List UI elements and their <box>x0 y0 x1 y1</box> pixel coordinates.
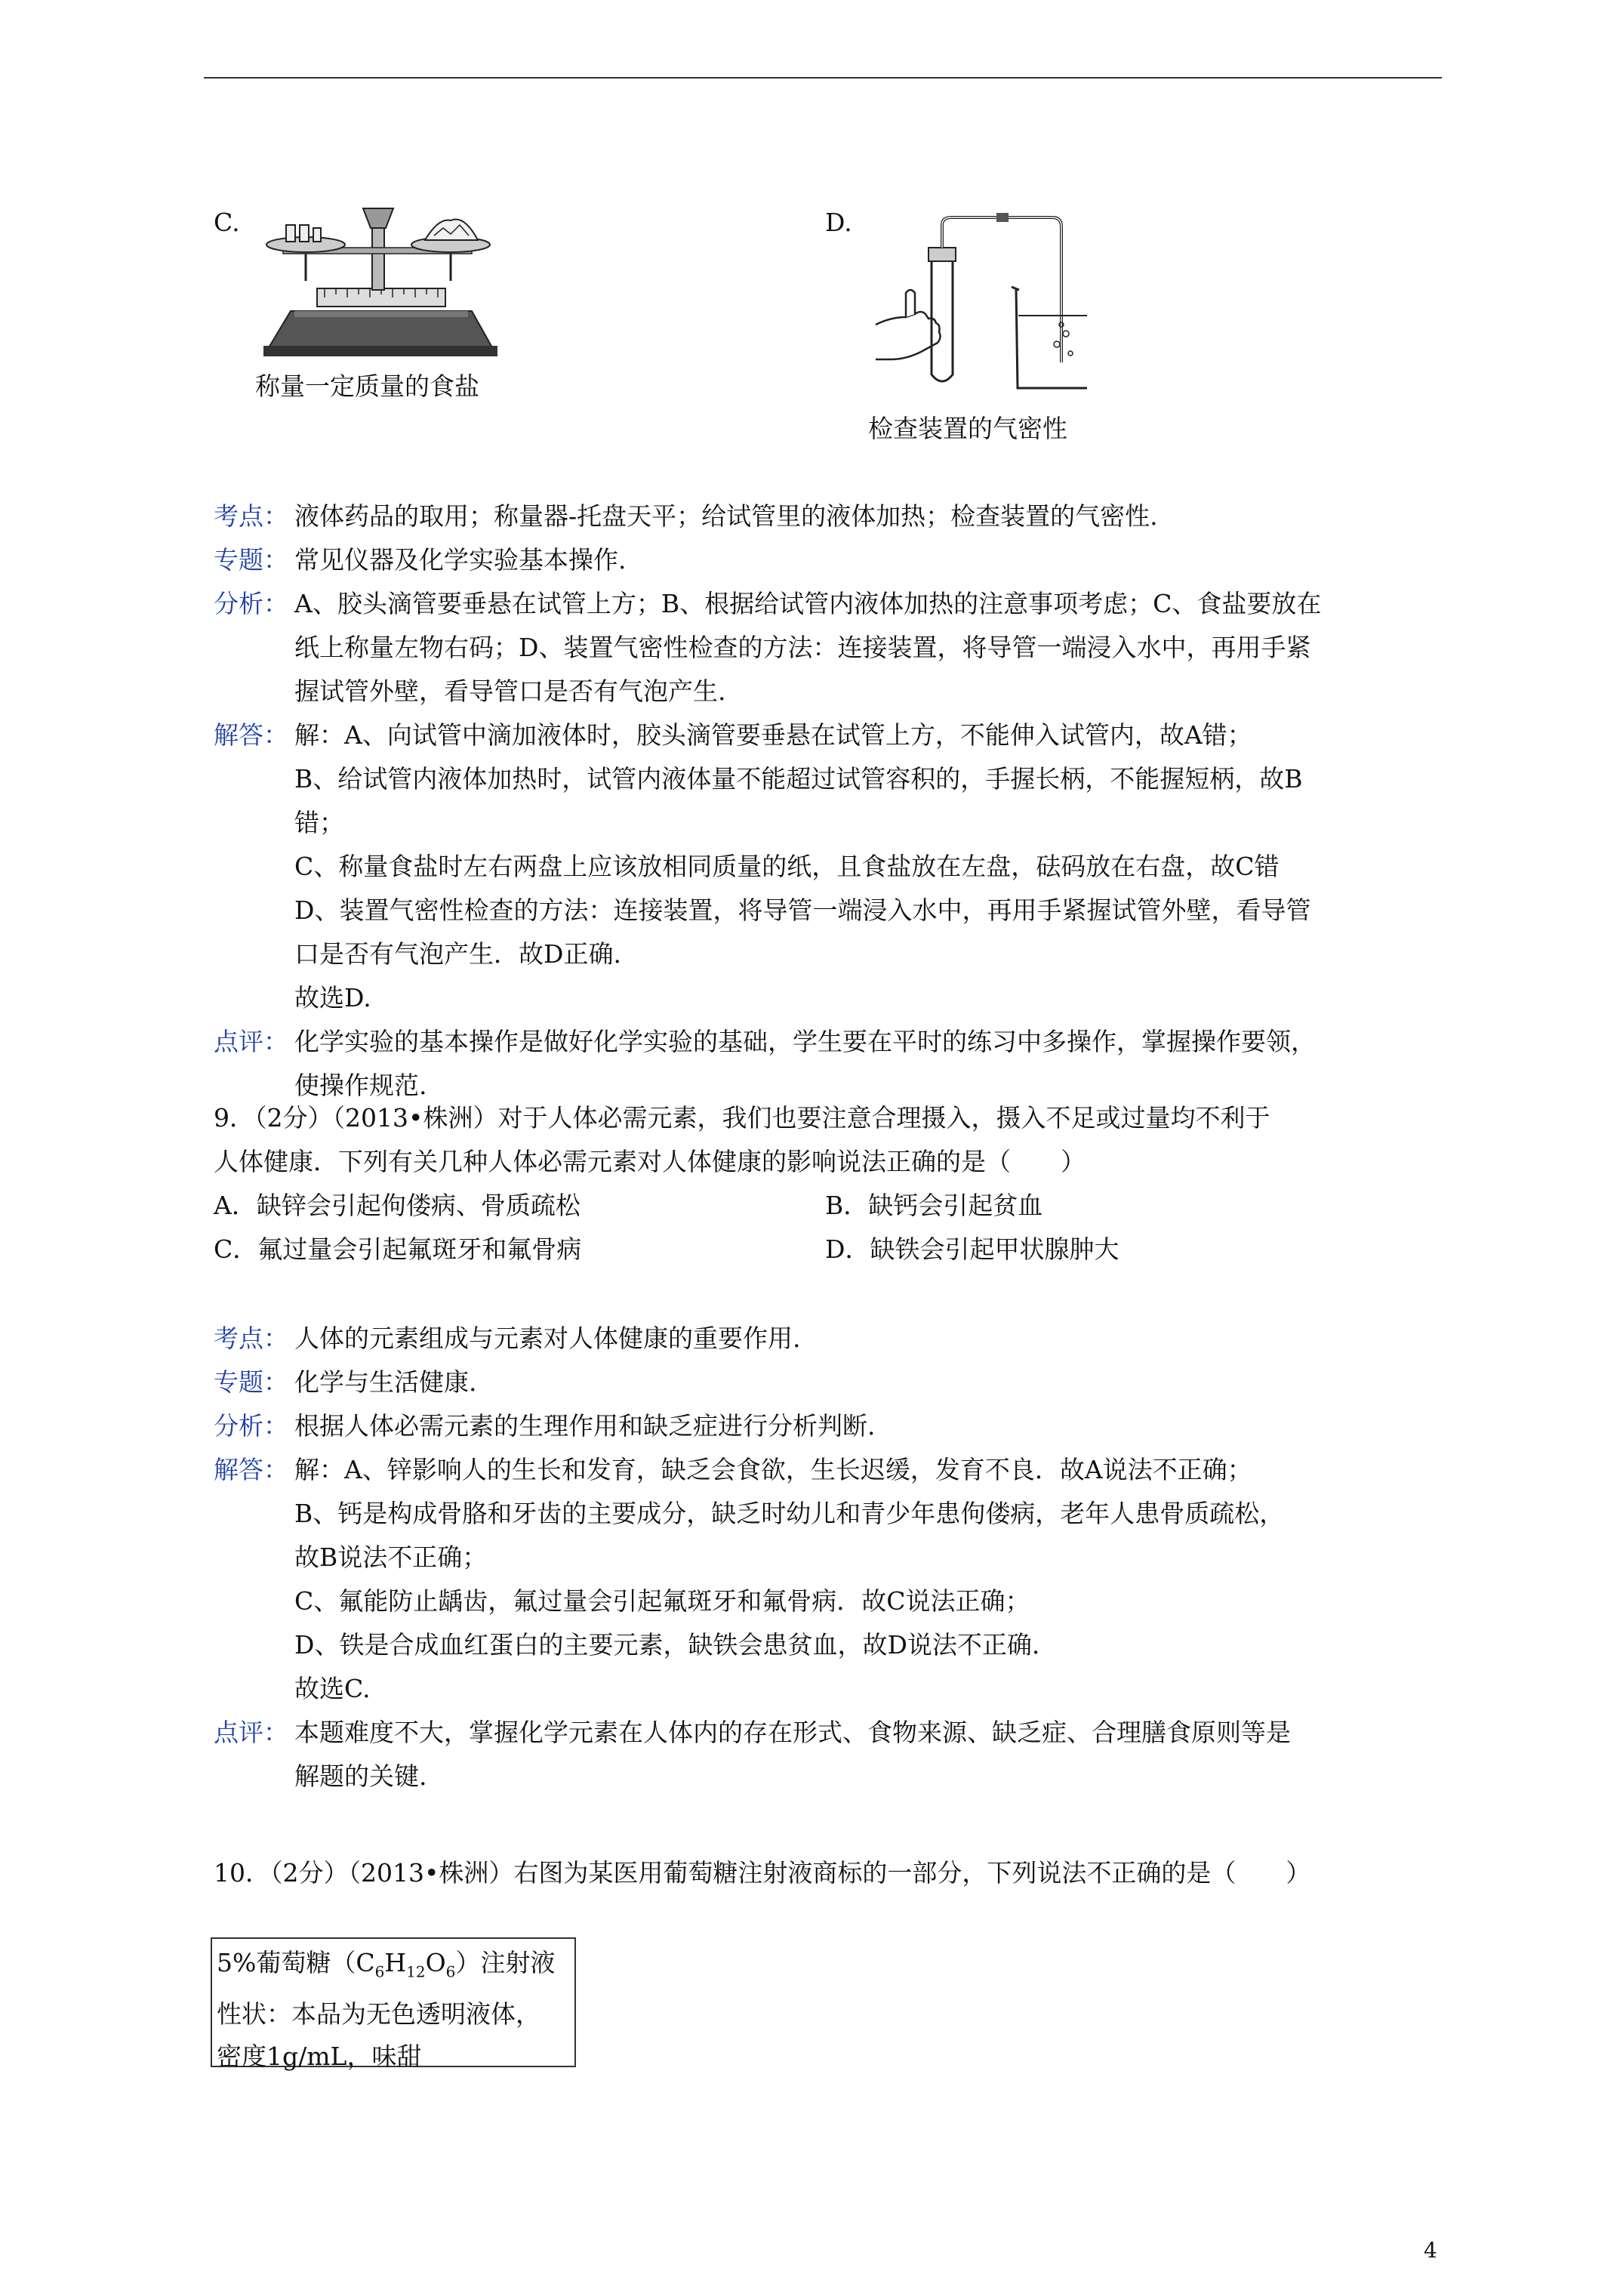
text-line: C、氟能防止龋齿，氟过量会引起氟斑牙和氟骨病．故C说法正确； <box>294 1586 1030 1616</box>
zhuanti-label: 专题： <box>214 1367 288 1397</box>
text-line: 故选D. <box>294 983 371 1012</box>
option-d-letter: D. <box>825 208 852 237</box>
q8-jieda <box>214 713 1437 1020</box>
label-text: H <box>384 1948 407 1977</box>
label-text: O <box>425 1948 446 1977</box>
q8-fenxi <box>214 582 1437 713</box>
option-c: C．氟过量会引起氟斑牙和氟骨病 <box>214 1234 582 1264</box>
text-line: 握试管外壁，看导管口是否有气泡产生. <box>294 676 726 706</box>
option-a: A．缺锌会引起佝偻病、骨质疏松 <box>214 1191 581 1220</box>
text-line: 解：A、锌影响人的生长和发育，缺乏会食欲，生长迟缓，发育不良．故A说法不正确； <box>294 1455 1252 1484</box>
option-d-caption: 检查装置的气密性 <box>868 414 1067 443</box>
text-line: C、称量食盐时左右两盘上应该放相同质量的纸，且食盐放在左盘，砝码放在右盘，故C错 <box>294 852 1280 881</box>
q8-analysis <box>214 495 1437 1108</box>
text-line: 解题的关键. <box>294 1761 427 1791</box>
dianping-text <box>294 1020 1437 1108</box>
zhuanti-text: 化学与生活健康. <box>294 1367 477 1397</box>
option-b: B．缺钙会引起贫血 <box>825 1191 1043 1220</box>
text-line: D、装置气密性检查的方法：连接装置，将导管一端浸入水中，再用手紧握试管外壁，看导管 <box>294 895 1311 925</box>
airtightness-apparatus-image <box>868 204 1087 393</box>
fenxi-text <box>294 582 1437 713</box>
text-line: 纸上称量左物右码；D、装置气密性检查的方法：连接装置，将导管一端浸入水中，再用手紧 <box>294 633 1311 662</box>
subscript: 6 <box>374 1962 385 1981</box>
balance-scale-image <box>253 198 502 364</box>
text-line: B、钙是构成骨胳和牙齿的主要成分，缺乏时幼儿和青少年患佝偻病，老年人患骨质疏松， <box>294 1499 1285 1528</box>
kaodian-label: 考点： <box>214 501 288 531</box>
option-d: D．缺铁会引起甲状腺肿大 <box>825 1234 1119 1264</box>
dianping-label: 点评： <box>214 1027 288 1056</box>
subscript: 12 <box>406 1962 426 1981</box>
kaodian-text: 液体药品的取用；称量器-托盘天平；给试管里的液体加热；检查装置的气密性. <box>294 501 1158 531</box>
header-rule <box>204 77 1442 79</box>
option-c-letter: C. <box>214 208 240 237</box>
page-number: 4 <box>1424 2238 1437 2263</box>
question-9-stem <box>214 1096 1444 1184</box>
q8-kaodian <box>214 495 1437 538</box>
label-text: ）注射液 <box>455 1948 556 1977</box>
jieda-text <box>294 713 1437 1020</box>
dianping-label: 点评： <box>214 1718 288 1747</box>
text-line: A、胶头滴管要垂悬在试管上方；B、根据给试管内液体加热的注意事项考虑；C、食盐要放在 <box>294 589 1322 618</box>
label-line-1 <box>217 1942 574 1993</box>
subscript: 6 <box>445 1962 456 1981</box>
glucose-label-box <box>211 1937 576 2071</box>
jieda-label: 解答： <box>214 1455 288 1484</box>
q9-zhuanti <box>214 1361 1437 1404</box>
label-line-2: 性状：本品为无色透明液体， <box>217 1999 540 2029</box>
q9-dianping <box>214 1711 1437 1798</box>
text-line: 故B说法不正确； <box>294 1542 488 1572</box>
zhuanti-label: 专题： <box>214 545 288 575</box>
q8-dianping <box>214 1020 1437 1108</box>
jieda-label: 解答： <box>214 720 288 750</box>
kaodian-label: 考点： <box>214 1324 288 1353</box>
text-line: 口是否有气泡产生．故D正确. <box>294 939 621 969</box>
fenxi-text: 根据人体必需元素的生理作用和缺乏症进行分析判断. <box>294 1411 876 1441</box>
text-line: 本题难度不大，掌握化学元素在人体内的存在形式、食物来源、缺乏症、合理膳食原则等是 <box>294 1718 1291 1747</box>
label-line-3: 密度1g/mL，味甜 <box>217 2041 422 2071</box>
q9-fenxi <box>214 1404 1437 1448</box>
text-line: 故选C. <box>294 1674 371 1703</box>
q9-analysis <box>214 1317 1437 1798</box>
text-line: 化学实验的基本操作是做好化学实验的基础，学生要在平时的练习中多操作，掌握操作要领， <box>294 1027 1316 1056</box>
label-text: 5%葡萄糖（C <box>217 1948 375 1977</box>
text-line: 使操作规范. <box>294 1071 427 1100</box>
fenxi-label: 分析： <box>214 589 288 618</box>
option-c-caption: 称量一定质量的食盐 <box>255 371 479 401</box>
q8-zhuanti <box>214 538 1437 582</box>
fenxi-label: 分析： <box>214 1411 288 1441</box>
text-line: 错； <box>294 808 344 837</box>
text-line: 9．（2分）（2013•株洲）对于人体必需元素，我们也要注意合理摄入，摄入不足或过量均不利于 <box>214 1103 1270 1133</box>
q9-kaodian <box>214 1317 1437 1361</box>
question-10-stem: 10．（2分）（2013•株洲）右图为某医用葡萄糖注射液商标的一部分，下列说法不正确的是（ ） <box>214 1858 1311 1888</box>
text-line: B、给试管内液体加热时，试管内液体量不能超过试管容积的，手握长柄，不能握短柄，故B <box>294 764 1303 794</box>
jieda-text <box>294 1448 1437 1711</box>
dianping-text <box>294 1711 1437 1798</box>
text-line: D、铁是合成血红蛋白的主要元素，缺铁会患贫血，故D说法不正确. <box>294 1630 1040 1660</box>
question-9-options <box>214 1184 1444 1271</box>
text-line: 解：A、向试管中滴加液体时，胶头滴管要垂悬在试管上方，不能伸入试管内，故A错； <box>294 720 1252 750</box>
zhuanti-text: 常见仪器及化学实验基本操作. <box>294 545 627 575</box>
text-line: 人体健康．下列有关几种人体必需元素对人体健康的影响说法正确的是（ ） <box>214 1147 1086 1176</box>
q9-jieda <box>214 1448 1437 1711</box>
kaodian-text: 人体的元素组成与元素对人体健康的重要作用. <box>294 1324 801 1353</box>
